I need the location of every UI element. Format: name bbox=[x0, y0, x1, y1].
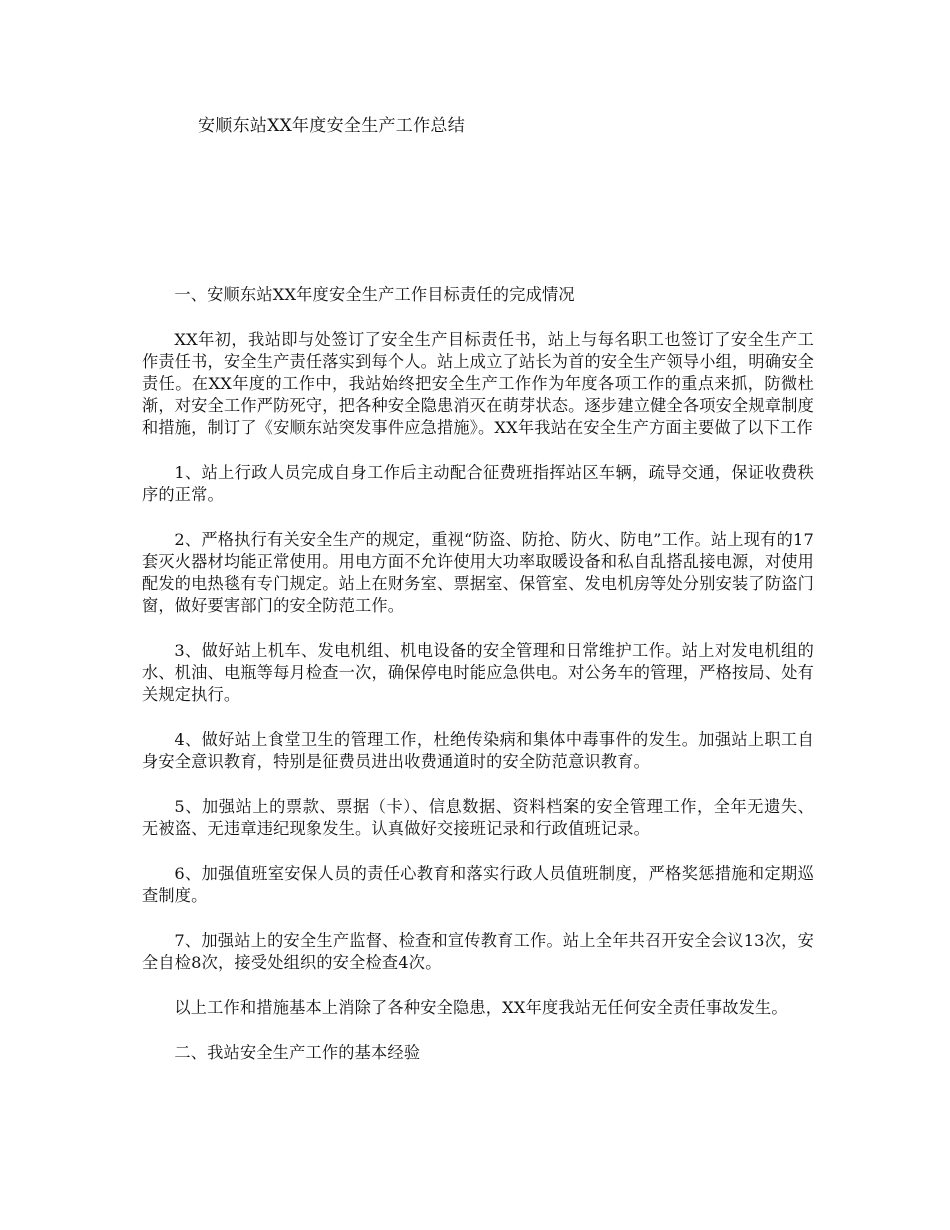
section-heading-1: 一、安顺东站XX年度安全生产工作目标责任的完成情况 bbox=[174, 285, 575, 304]
list-item: 7、加强站上的安全生产监督、检查和宣传教育工作。站上全年共召开安全会议13次，安全自检8次，接受处组织的安全检查4次。 bbox=[142, 931, 814, 972]
list-item: 2、严格执行有关安全生产的规定，重视“防盗、防抢、防火、防电”工作。站上现有的17套灭火器材均能正常使用。用电方面不允许使用大功率取暖设备和私自乱搭乱接电源，对使用配发的电热毯有专门规定。站上在财务室、票据室、保管室、发电机房等处分别安装了防盗门窗，做好要害部门的安全防范工作。 bbox=[142, 530, 814, 615]
intro-paragraph: XX年初，我站即与处签订了安全生产目标责任书，站上与每名职工也签订了安全生产工作责任书，安全生产责任落实到每个人。站上成立了站长为首的安全生产领导小组，明确安全责任。在XX年度的工作中，我站始终把安全生产工作作为年度各项工作的重点来抓，防微杜渐，对安全工作严防死守，把各种安全隐患消灭在萌芽状态。逐步建立健全各项安全规章制度和措施，制订了《安顺东站突发事件应急措施》。XX年我站在安全生产方面主要做了以下工作 bbox=[142, 330, 814, 437]
list-item: 1、站上行政人员完成自身工作后主动配合征费班指挥站区车辆，疏导交通，保证收费秩序的正常。 bbox=[142, 463, 814, 504]
list-item: 6、加强值班室安保人员的责任心教育和落实行政人员值班制度，严格奖惩措施和定期巡查制度。 bbox=[142, 864, 814, 905]
section-heading-2: 二、我站安全生产工作的基本经验 bbox=[174, 1043, 421, 1062]
list-item: 3、做好站上机车、发电机组、机电设备的安全管理和日常维护工作。站上对发电机组的水、机油、电瓶等每月检查一次，确保停电时能应急供电。对公务车的管理，严格按局、处有关规定执行。 bbox=[142, 641, 814, 704]
conclusion-paragraph: 以上工作和措施基本上消除了各种安全隐患，XX年度我站无任何安全责任事故发生。 bbox=[174, 998, 788, 1017]
list-item: 5、加强站上的票款、票据（卡）、信息数据、资料档案的安全管理工作，全年无遗失、无被盗、无违章违纪现象发生。认真做好交接班记录和行政值班记录。 bbox=[142, 797, 814, 838]
document-title: 安顺东站XX年度安全生产工作总结 bbox=[198, 116, 466, 136]
document-body bbox=[142, 284, 814, 1087]
list-item: 4、做好站上食堂卫生的管理工作，杜绝传染病和集体中毒事件的发生。加强站上职工自身安全意识教育，特别是征费员进出收费通道时的安全防范意识教育。 bbox=[142, 730, 814, 771]
